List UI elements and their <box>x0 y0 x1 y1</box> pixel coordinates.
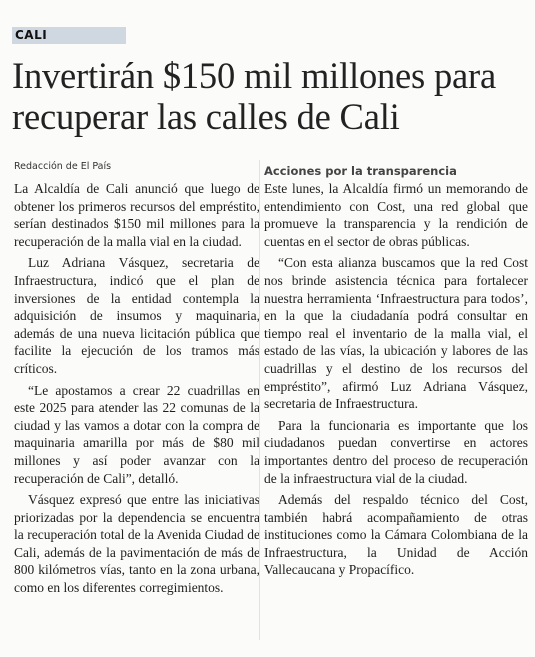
paragraph: “Con esta alianza buscamos que la red Cost nos brinde asistencia técnica para fortalecer nuestra herramienta ‘Infraestructura para todos’, en la que la ciudadanía podrá consultar en tiempo real el inventario de la malla vial, el estado de las vías, la ubicación y labores de las cuadrillas y el destino de los recursos del empréstito”, afirmó Luz Adriana Vásquez, secretaria de Infraestructura. <box>264 255 528 412</box>
paragraph: Luz Adriana Vásquez, secretaria de Infraestructura, indicó que el plan de inversiones de la entidad contempla la adquisición de insumos y maquinaria, además de una nueva licitación pública que facilite la ejecución de los tramos más críticos. <box>14 255 260 376</box>
headline: Invertirán $150 mil millones para recuperar las calles de Cali <box>12 55 496 137</box>
paragraph: La Alcaldía de Cali anunció que luego de obtener los primeros recursos del empréstito, serían destinados $150 mil millones para la recuperación de la malla vial en la ciudad. <box>14 181 260 249</box>
paragraph: “Le apostamos a crear 22 cuadrillas en este 2025 para atender las 22 comunas de la ciudad y las vamos a dotar con la compra de maquinaria amarilla por más de $80 mil millones y así poder avanzar con la recuperación de Cali”, detalló. <box>14 382 260 486</box>
right-column <box>264 160 528 583</box>
subhead: Acciones por la transparencia <box>264 164 457 178</box>
left-column <box>14 160 260 601</box>
byline: Redacción de El País <box>14 161 112 172</box>
paragraph: Vásquez expresó que entre las iniciativas priorizadas por la dependencia se encuentra la recuperación total de la Avenida Ciudad de Cali, además de la pavimentación de más de 800 kilómetros vías, tanto en la zona urbana, como en los diferentes corregimientos. <box>14 492 260 596</box>
section-tag: CALI <box>12 27 126 44</box>
paragraph: Además del respaldo técnico del Cost, también habrá acompañamiento de otras instituciones como la Cámara Colombiana de la Infraestructura, la Unidad de Acción Vallecaucana y Propacífico. <box>264 492 528 578</box>
paragraph: Para la funcionaria es importante que los ciudadanos puedan convertirse en actores importantes dentro del proceso de recuperación de la infraestructura vial de la ciudad. <box>264 417 528 486</box>
paragraph: Este lunes, la Alcaldía firmó un memorando de entendimiento con Cost, una red global que promueve la transparencia y la rendición de cuentas en el sector de obras públicas. <box>264 181 528 249</box>
column-divider <box>259 160 260 640</box>
